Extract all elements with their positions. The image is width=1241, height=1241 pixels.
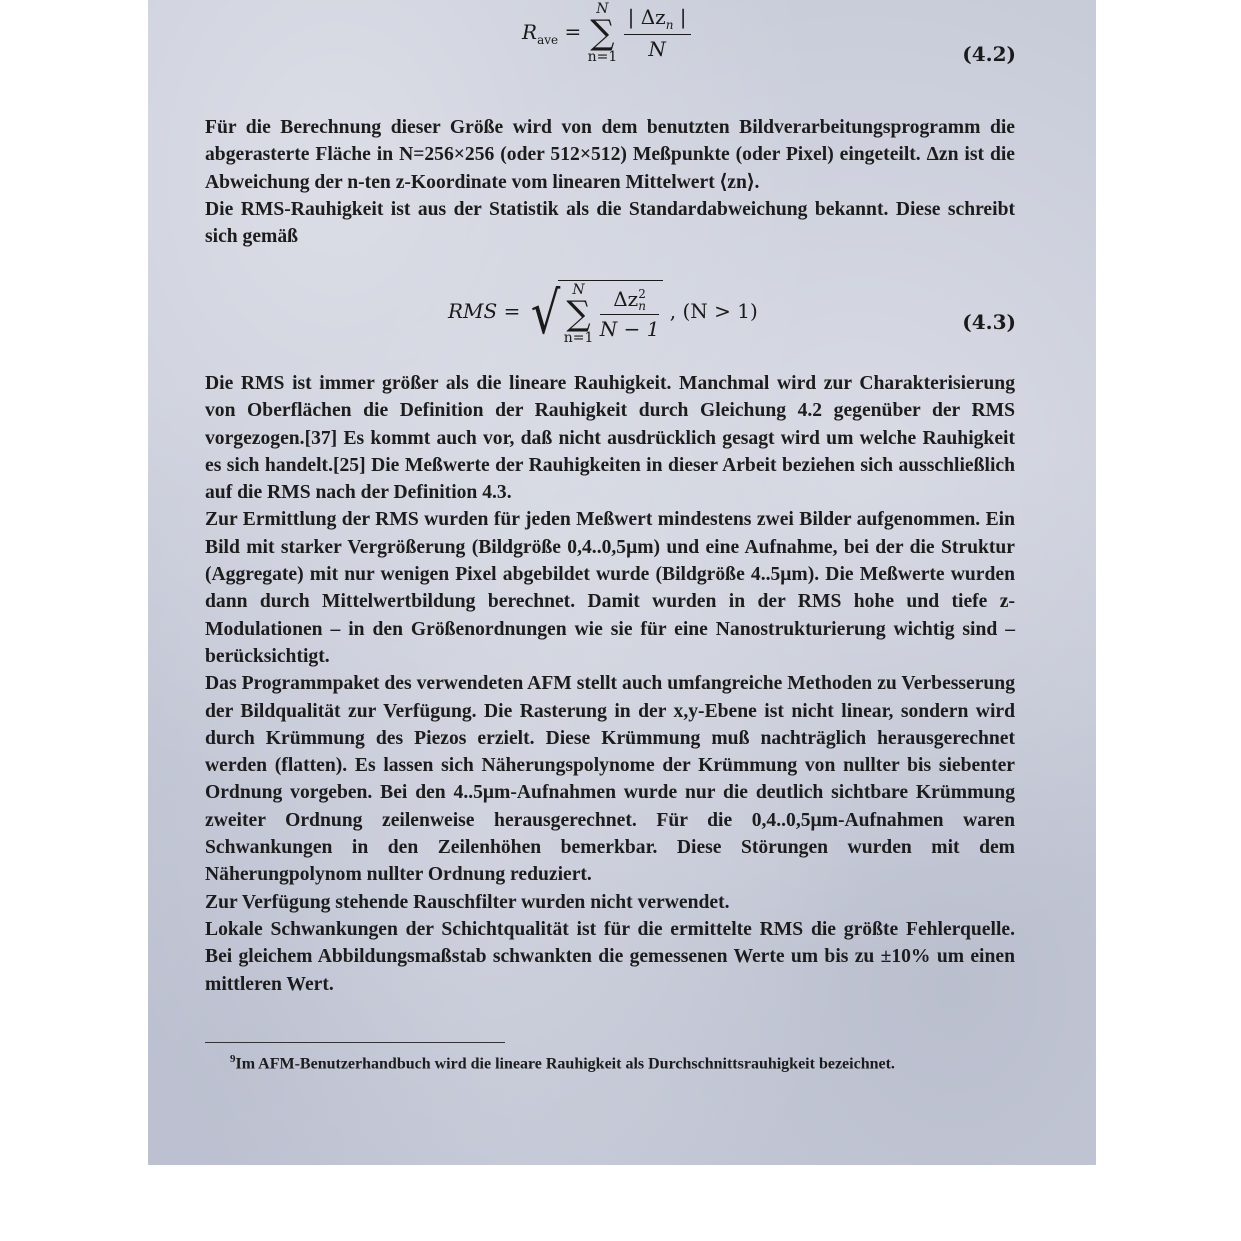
paragraph-7: Lokale Schwankungen der Schichtqualität ist für die ermittelte RMS die größte Fehlerquelle. Bei gleichem Abbildungsmaßstab schwankten die gemessenen Werte um bis zu ±10% um einen mittleren Wert. (205, 918, 1015, 995)
eq2-radicand (558, 280, 664, 345)
equation-number-4-3: (4.3) (962, 310, 1016, 334)
paragraph-1: Für die Berechnung dieser Größe wird von dem benutzten Bildverarbeitungsprogramm die abgerasterte Fläche in N=256×256 (oder 512×512) Meßpunkte (oder Pixel) eingeteilt. Δzn ist die Abweichung der n-ten z-Koordinate vom linearen Mittelwert ⟨zn⟩. (205, 117, 1015, 193)
footnote (230, 1047, 1015, 1076)
eq2-lhs: RMS (448, 299, 498, 323)
eq1-lhs: $R_{ave}$ (522, 19, 559, 47)
footnote-marker: 9 (230, 1053, 236, 1065)
paragraph-block-1 (205, 114, 1015, 250)
eq1-sum: N ∑ n=1 (587, 1, 618, 65)
eq1-fraction: $\frac{| \Delta z_n |}{N}$ (624, 5, 691, 61)
paragraph-2: Die RMS-Rauhigkeit ist aus der Statistik als die Standardabweichung bekannt. Diese schreibt sich gemäß (205, 198, 1015, 248)
scanned-page (148, 0, 1096, 1165)
eq2-condition: , (N > 1) (669, 299, 758, 323)
paragraph-3: Die RMS ist immer größer als die lineare Rauhigkeit. Manchmal wird zur Charakterisierung von Oberflächen die Definition der Rauhigkeit durch Gleichung 4.2 gegenüber der RMS vorgezogen.[37] Es kommt auch vor, daß nicht ausdrücklich gesagt wird um welche Rauhigkeit es sich handelt.[25] Die Meßwerte der Rauhigkeiten in dieser Arbeit beziehen sich ausschließlich auf die RMS nach der Definition 4.3. (205, 373, 1015, 504)
equation-number-4-2: (4.2) (962, 42, 1016, 66)
eq1-equals: = (564, 19, 582, 44)
paragraph-block-2 (205, 370, 1015, 998)
paragraph-6: Zur Verfügung stehende Rauschfilter wurden nicht verwendet. (205, 891, 730, 913)
paragraph-4: Zur Ermittlung der RMS wurden für jeden Meßwert mindestens zwei Bilder aufgenommen. Ein Bild mit starker Vergrößerung (Bildgröße 0,4..0,5μm) und eine Aufnahme, bei der die Struktur (Aggregate) mit nur wenigen Pixel abgebildet wurde (Bildgröße 4..5μm). Die Meßwerte wurden dann durch Mittelwertbildung berechnet. Damit wurden in der RMS hohe und tiefe z-Modulationen – in den Größenordnungen wie sie für eine Nanostrukturierung wichtig sind – berücksichtigt. (205, 509, 1015, 667)
eq2-fraction: Δz 2 n N − 1 (599, 286, 660, 342)
eq2-sum: N ∑ n=1 (563, 282, 594, 346)
paragraph-5: Das Programmpaket des verwendeten AFM stellt auch umfangreiche Methoden zu Verbesserung der Bildqualität zur Verfügung. Die Rasterung in der x,y-Ebene ist nicht linear, sondern wird durch Krümmung des Piezos erzielt. Diese Krümmung muß nachträglich herausgerechnet werden (flatten). Es lassen sich Näherungspolynome der Krümmung von nullter bis siebenter Ordnung vorgeben. Bei den 4..5μm-Aufnahmen wurde nur die deutlich sichtbare Krümmung zweiter Ordnung zeilenweise herausgerechnet. Für die 0,4..0,5μm-Aufnahmen waren Schwankungen in den Zeilenhöhen bemerkbar. Diese Störungen wurden mit dem Näherungpolynom nullter Ordnung reduziert. (205, 673, 1015, 886)
footnote-rule (205, 1042, 505, 1043)
footnote-text: Im AFM-Benutzerhandbuch wird die lineare Rauhigkeit als Durchschnittsrauhigkeit bezeichnet. (235, 1055, 895, 1073)
sqrt-sign: √ (530, 278, 561, 347)
eq2-equals: = (503, 299, 521, 323)
